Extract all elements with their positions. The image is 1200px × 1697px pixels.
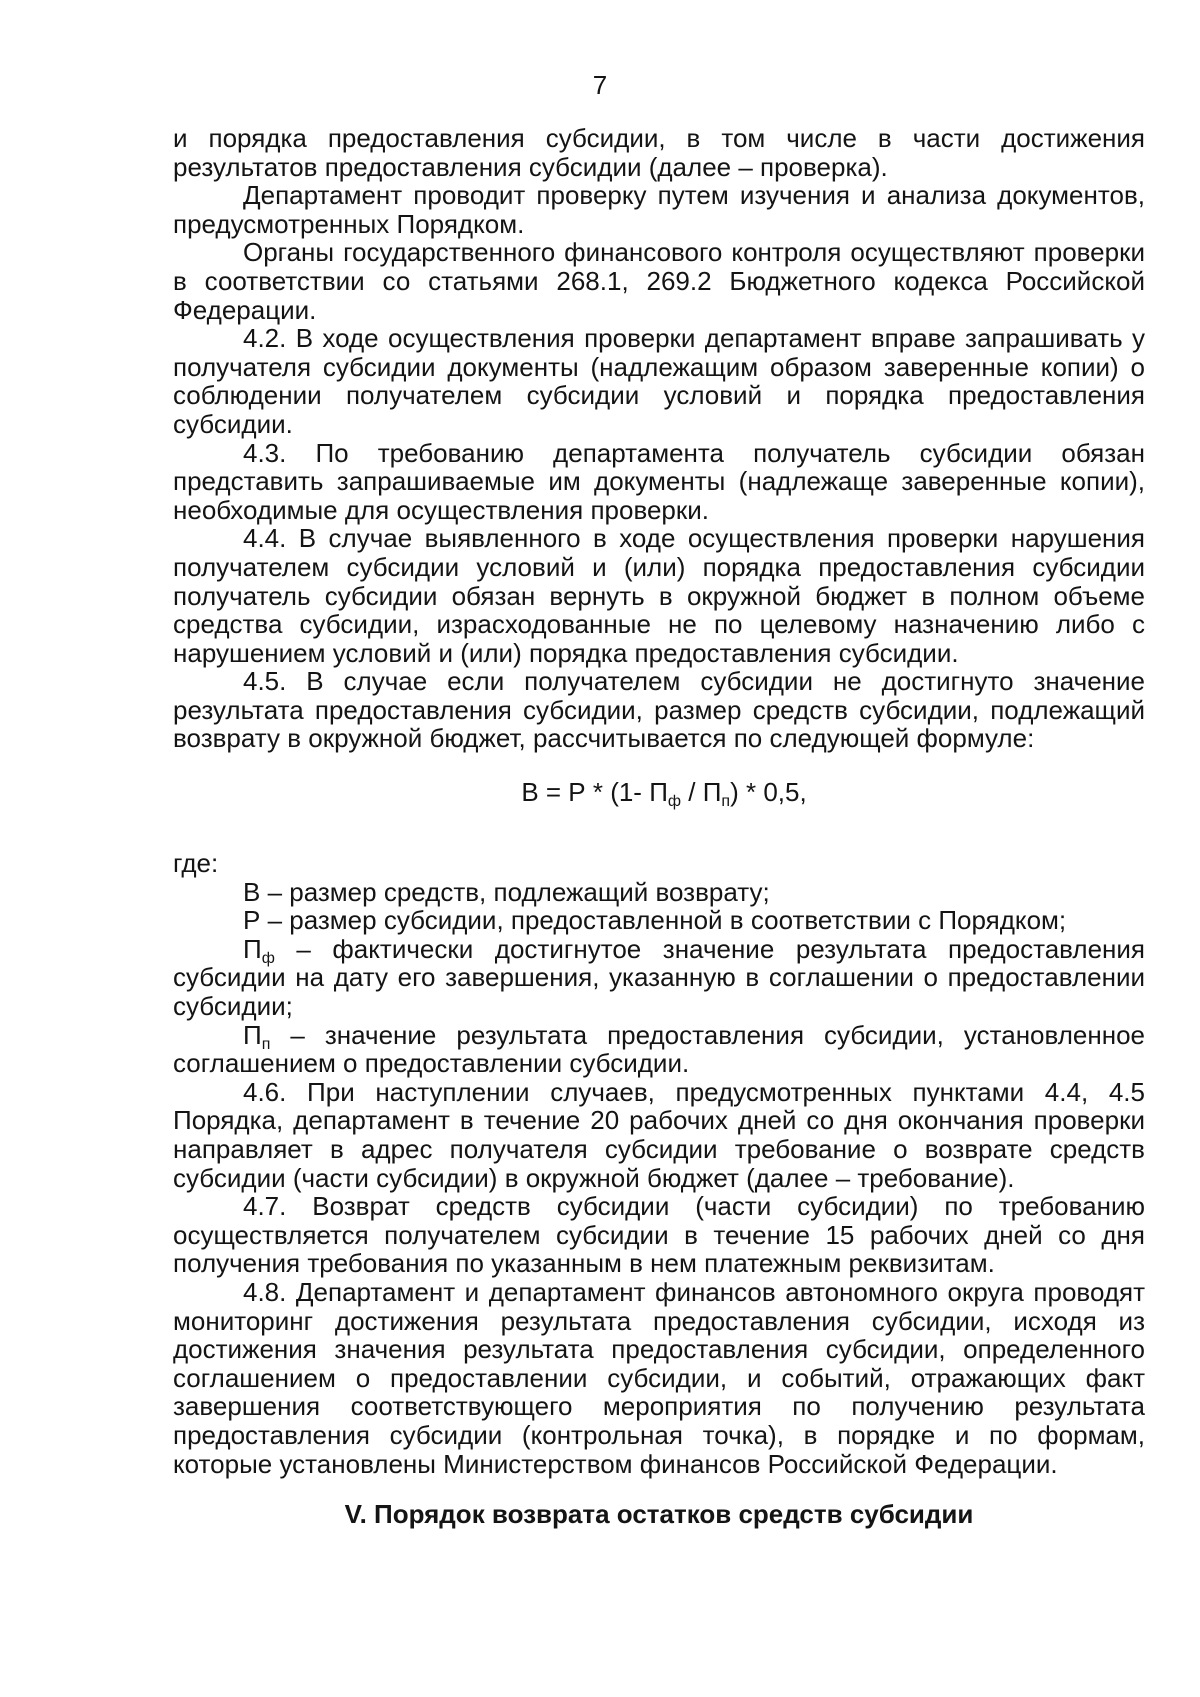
definition-pp: [173, 1021, 1145, 1078]
paragraph-4-5: 4.5. В случае если получателем субсидии не достигнуто значение результата предоставления субсидии, размер средств субсидии, подлежащий возврату в окружной бюджет, рассчитывается по следующей формуле:: [173, 666, 1145, 754]
pf-text: – фактически достигнутое значение результата предоставления субсидии на дату его завершения, указанную в соглашении о предоставлении субсидии;: [173, 933, 1145, 1022]
pp-sub: п: [261, 1035, 271, 1053]
where-label: где:: [173, 848, 219, 879]
formula-right: ) * 0,5,: [730, 777, 807, 808]
paragraph-continuation: и порядка предоставления субсидии, в том числе в части достижения результатов предоставления субсидии (далее – проверка).: [173, 123, 1145, 182]
paragraph-4-7: 4.7. Возврат средств субсидии (части субсидии) по требованию осуществляется получателем субсидии в течение 15 рабочих дней со дня получения требования по указанным в нем платежным реквизитам.: [173, 1191, 1145, 1279]
pf-sub: ф: [261, 949, 275, 967]
paragraph-4-8: 4.8. Департамент и департамент финансов автономного округа проводят мониторинг достижения результата предоставления субсидии, исходя из достижения значения результата предоставления субсидии, определенного соглашением о предоставлении субсидии, и событий, отражающих факт завершения соответствующего мероприятия по получению результата предоставления субсидии (контрольная точка), в порядке и по формам, которые установлены Министерством финансов Российской Федерации.: [173, 1276, 1145, 1479]
paragraph-financial-control: Органы государственного финансового контроля осуществляют проверки в соответствии со статьями 268.1, 269.2 Бюджетного кодекса Российской Федерации.: [173, 237, 1145, 325]
paragraph-4-6: 4.6. При наступлении случаев, предусмотренных пунктами 4.4, 4.5 Порядка, департамент в течение 20 рабочих дней со дня окончания проверки направляет в адрес получателя субсидии требование о возврате средств субсидии (части субсидии) в окружной бюджет (далее – требование).: [173, 1076, 1145, 1193]
formula-mid: / П: [681, 777, 722, 808]
paragraph-4-2: 4.2. В ходе осуществления проверки департамент вправе запрашивать у получателя субсидии документы (надлежащим образом заверенные копии) о соблюдении получателем субсидии условий и порядка предоставления субсидии.: [173, 323, 1145, 439]
paragraph-4-3: 4.3. По требованию департамента получатель субсидии обязан представить запрашиваемые им документы (надлежаще заверенные копии), необходимые для осуществления проверки.: [173, 437, 1145, 525]
definition-r: Р – размер субсидии, предоставленной в соответствии с Порядком;: [243, 905, 1067, 936]
page-number: 7: [592, 70, 608, 100]
section-heading: V. Порядок возврата остатков средств субсидии: [344, 1499, 974, 1530]
formula-left: В = Р * (1- П: [521, 777, 668, 808]
formula-sub-f: ф: [667, 793, 682, 811]
formula-sub-p: п: [721, 793, 731, 811]
pp-symbol: П: [243, 1019, 262, 1050]
refund-formula: [173, 777, 1145, 811]
paragraph-department-check: Департамент проводит проверку путем изучения и анализа документов, предусмотренных Порядком.: [173, 180, 1145, 239]
pp-text: – значение результата предоставления субсидии, установленное соглашением о предоставлении субсидии.: [173, 1019, 1145, 1079]
paragraph-4-4: 4.4. В случае выявленного в ходе осуществления проверки нарушения получателем субсидии условий и (или) порядка предоставления субсидии получатель субсидии обязан вернуть в окружной бюджет в полном объеме средства субсидии, израсходованные не по целевому назначению либо с нарушением условий и (или) порядка предоставления субсидии.: [173, 523, 1145, 668]
definition-pf: [173, 935, 1145, 1021]
document-body: [173, 124, 1145, 1529]
pf-symbol: П: [243, 933, 262, 964]
definition-b: В – размер средств, подлежащий возврату;: [243, 876, 770, 907]
